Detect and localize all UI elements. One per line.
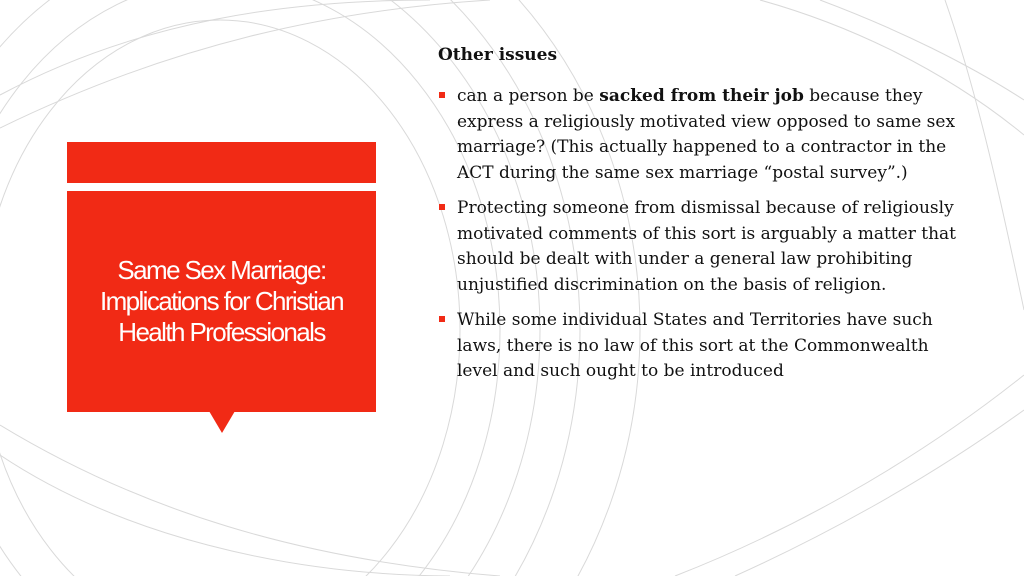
square-bullet-icon [439,316,445,322]
slide-title: Same Sex Marriage: Implications for Christian Health Professionals [99,255,344,347]
bullet-text: While some individual States and Territories have such laws, there is no law of this sort at the Commonwealth level and such ought to be introduced [457,310,933,381]
title-pointer [209,411,235,433]
bullet-list [438,84,958,385]
square-bullet-icon [439,92,445,98]
bullet-item [438,308,958,385]
bullet-text-emphasis: sacked from their job [599,86,804,106]
bullet-text-before: can a person be [457,86,600,106]
content-panel [438,42,958,395]
title-box [67,191,376,412]
bullet-text-after: because they express a religiously motivated view opposed to same sex marriage? (This actually happened to a contractor in the ACT during the same sex marriage “postal survey”.) [457,86,956,183]
section-heading: Other issues [438,45,558,65]
accent-bar [67,142,376,183]
bullet-item [438,196,958,298]
bullet-text: Protecting someone from dismissal because of religiously motivated comments of this sort is arguably a matter that should be dealt with under a general law prohibiting unjustified discrimination on the basis of religion. [457,198,957,295]
bullet-item [438,84,958,186]
square-bullet-icon [439,204,445,210]
